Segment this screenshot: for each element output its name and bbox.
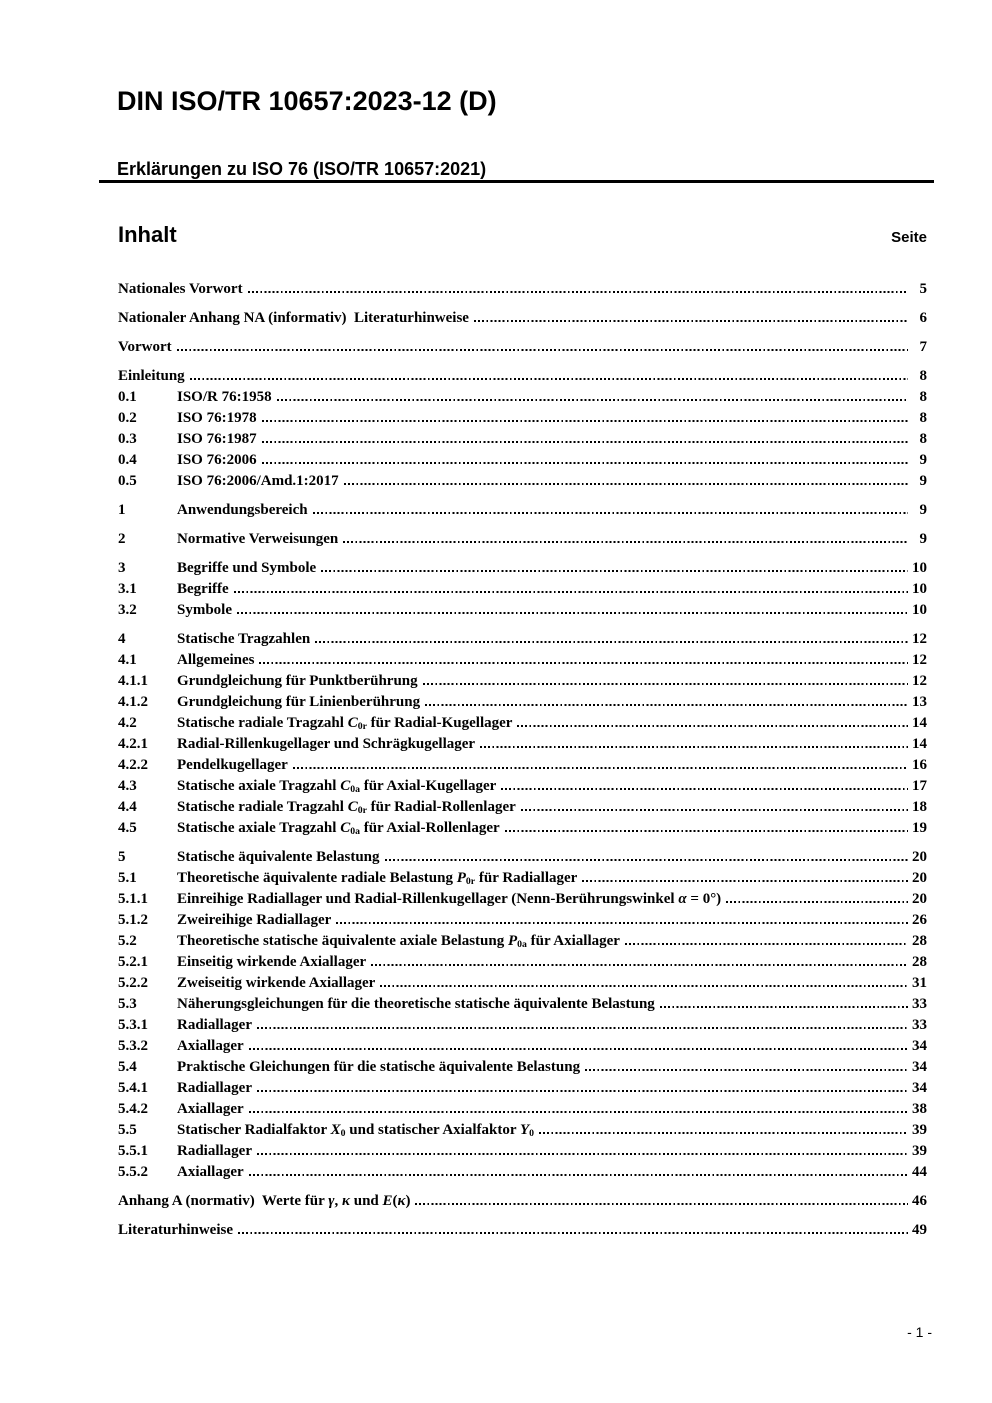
toc-entry-label: Grundgleichung für Linienberührung [177,694,421,710]
toc-entry-label: Pendelkugellager [177,757,288,773]
toc-entry-page: 39 [912,1122,927,1138]
toc-entry [118,797,927,818]
toc-entry-page: 10 [912,581,927,597]
toc-entry-page: 26 [912,912,927,928]
toc-entry-page: 20 [912,891,927,907]
toc-entry-number: 4.2 [118,715,137,731]
toc-dot-leader [415,1203,908,1205]
toc-dot-leader [177,349,908,351]
toc-entry-number: 0.2 [118,410,137,426]
toc-entry-number: 5.2 [118,933,137,949]
toc-entry-label: Statische radiale Tragzahl $C_{0r}$ für Radial-Rollenlager [177,799,516,816]
toc-entry-number: 4.1.2 [118,694,148,710]
toc-dot-leader [262,420,908,422]
toc-dot-leader [315,641,908,643]
toc-entry [118,755,927,776]
toc-entry-number: 3.1 [118,581,137,597]
toc-entry [118,1015,927,1036]
toc-entry-label: Radiallager [177,1080,252,1096]
toc-dot-leader [521,809,908,811]
toc-entry [118,973,927,994]
toc-dot-leader [234,591,908,593]
toc-entry [118,889,927,910]
toc-dot-leader [501,788,908,790]
toc-entry [118,847,927,868]
toc-entry-label: Radiallager [177,1143,252,1159]
toc-heading: Inhalt [118,222,177,247]
toc-dot-leader [474,320,908,322]
toc-entry [118,931,927,952]
toc-dot-leader [248,291,908,293]
toc-entry-number: 4.3 [118,778,137,794]
toc-entry-number: 3 [118,560,126,576]
toc-entry-page: 20 [912,870,927,886]
toc-entry-page: 33 [912,996,927,1012]
toc-entry-page: 8 [919,368,927,384]
toc-entry [118,1141,927,1162]
toc-entry-page: 33 [912,1017,927,1033]
toc-entry-number: 5.4.2 [118,1101,148,1117]
toc-dot-leader [257,1090,908,1092]
toc-dot-leader [262,462,908,464]
toc-entry-page: 16 [912,757,927,773]
toc-entry [118,994,927,1015]
toc-entry-number: 5.3.2 [118,1038,148,1054]
toc-entry-page: 19 [912,820,927,836]
toc-dot-leader [582,880,908,882]
toc-entry-number: 4.2.1 [118,736,148,752]
toc-entry-label: Anhang A (normativ) Werte für γ, κ und E(κ) [118,1193,411,1209]
toc-dot-leader [262,441,908,443]
toc-entry-label: Theoretische äquivalente radiale Belastung $P_{0r}$ für Radiallager [177,870,578,887]
toc-entry-page: 28 [912,933,927,949]
toc-dot-leader [423,683,908,685]
toc-entry-page: 14 [912,715,927,731]
toc-entry-label: Vorwort [118,339,172,355]
toc-entry [118,818,927,839]
toc-entry [118,600,927,621]
toc-entry-number: 4.5 [118,820,137,836]
toc-entry-label: Normative Verweisungen [177,531,339,547]
toc-entry-number: 5.1 [118,870,137,886]
toc-entry-label: Radial-Rillenkugellager und Schrägkugellager [177,736,476,752]
toc-entry [118,1162,927,1183]
toc-entry-label: Begriffe [177,581,229,597]
toc-entry-number: 5.5.1 [118,1143,148,1159]
toc-entry-number: 5.5 [118,1122,137,1138]
toc-entry-page: 34 [912,1059,927,1075]
toc-entry-page: 18 [912,799,927,815]
toc-entry [118,1191,927,1212]
toc-entry-label: Symbole [177,602,233,618]
toc-dot-leader [344,483,908,485]
toc-dot-leader [293,767,908,769]
toc-entry-number: 4.2.2 [118,757,148,773]
toc-entry [118,429,927,450]
toc-entry-label: Einseitig wirkende Axiallager [177,954,367,970]
toc-entry-page: 44 [912,1164,927,1180]
toc-entry [118,279,927,300]
subtitle-rule [99,180,934,183]
toc-entry [118,671,927,692]
toc-entry-number: 0.4 [118,452,137,468]
toc-entry [118,558,927,579]
toc-entry-number: 1 [118,502,126,518]
toc-entry-label: Literaturhinweise [118,1222,233,1238]
toc-entry-number: 0.5 [118,473,137,489]
toc-entry [118,471,927,492]
toc-list [118,279,927,1241]
toc-entry-number: 5.4.1 [118,1080,148,1096]
toc-dot-leader [313,512,908,514]
toc-entry-number: 4 [118,631,126,647]
toc-entry [118,337,927,358]
toc-entry-page: 12 [912,631,927,647]
toc-entry-label: Theoretische statische äquivalente axiale Belastung $P_{0a}$ für Axiallager [177,933,620,950]
toc-dot-leader [505,830,908,832]
toc-entry [118,1078,927,1099]
toc-dot-leader [726,901,908,903]
toc-entry-page: 17 [912,778,927,794]
toc-entry-label: Begriffe und Symbole [177,560,317,576]
toc-entry-page: 7 [919,339,927,355]
toc-entry [118,952,927,973]
toc-entry-number: 5.1.2 [118,912,148,928]
toc-entry-page: 6 [919,310,927,326]
toc-dot-leader [249,1111,908,1113]
toc-entry-label: Statische radiale Tragzahl $C_{0r}$ für Radial-Kugellager [177,715,513,732]
toc-entry-page: 39 [912,1143,927,1159]
toc-entry [118,868,927,889]
toc-entry-page: 9 [919,502,927,518]
toc-entry-label: ISO 76:2006/Amd.1:2017 [177,473,339,489]
toc-entry-page: 10 [912,560,927,576]
toc-entry [118,650,927,671]
toc-page-column-label: Seite [891,229,927,246]
toc-entry [118,1057,927,1078]
toc-entry [118,1120,927,1141]
toc-entry [118,734,927,755]
toc-entry-label: Einreihige Radiallager und Radial-Rillenkugellager (Nenn-Berührungswinkel α = 0°) [177,891,722,907]
toc-entry-number: 2 [118,531,126,547]
toc-entry-page: 46 [912,1193,927,1209]
toc-entry-label: Grundgleichung für Punktberührung [177,673,418,689]
toc-entry-label: ISO 76:2006 [177,452,257,468]
toc-entry [118,579,927,600]
toc-entry-label: Axiallager [177,1038,244,1054]
toc-entry-label: Zweireihige Radiallager [177,912,332,928]
toc-entry [118,366,927,387]
toc-dot-leader [585,1069,908,1071]
toc-entry-page: 14 [912,736,927,752]
toc-dot-leader [277,399,908,401]
toc-entry [118,1099,927,1120]
toc-entry-number: 5.1.1 [118,891,148,907]
toc-entry [118,1036,927,1057]
toc-dot-leader [238,1232,908,1234]
document-subtitle: Erklärungen zu ISO 76 (ISO/TR 10657:2021) [117,159,487,179]
toc-dot-leader [539,1132,908,1134]
toc-entry-page: 12 [912,673,927,689]
toc-entry-label: Nationales Vorwort [118,281,243,297]
toc-entry-page: 9 [919,473,927,489]
page-number-footer: - 1 - [907,1324,932,1340]
toc-dot-leader [336,922,908,924]
toc-dot-leader [425,704,908,706]
toc-entry-label: Statische Tragzahlen [177,631,311,647]
toc-entry-page: 10 [912,602,927,618]
toc-entry-number: 5.4 [118,1059,137,1075]
toc-entry-label: ISO/R 76:1958 [177,389,272,405]
toc-entry-label: Allgemeines [177,652,255,668]
toc-entry-number: 5.2.1 [118,954,148,970]
toc-entry [118,387,927,408]
toc-entry-number: 0.1 [118,389,137,405]
toc-entry-page: 5 [919,281,927,297]
toc-entry-label: Statischer Radialfaktor $X_0$ und statischer Axialfaktor $Y_0$ [177,1122,535,1139]
toc-dot-leader [190,378,908,380]
toc-entry-label: Näherungsgleichungen für die theoretische statische äquivalente Belastung [177,996,655,1012]
toc-dot-leader [249,1174,908,1176]
toc-entry-page: 31 [912,975,927,991]
toc-entry-page: 38 [912,1101,927,1117]
toc-entry-page: 34 [912,1080,927,1096]
toc-entry-page: 9 [919,531,927,547]
toc-entry-number: 0.3 [118,431,137,447]
toc-entry-page: 28 [912,954,927,970]
toc-entry-page: 12 [912,652,927,668]
toc-entry-number: 4.4 [118,799,137,815]
toc-entry-label: Praktische Gleichungen für die statische äquivalente Belastung [177,1059,581,1075]
toc-entry [118,308,927,329]
toc-entry-page: 8 [919,431,927,447]
toc-entry-page: 8 [919,389,927,405]
toc-entry [118,529,927,550]
toc-dot-leader [371,964,908,966]
toc-entry [118,713,927,734]
toc-dot-leader [517,725,908,727]
toc-entry-label: Axiallager [177,1101,244,1117]
toc-entry-number: 3.2 [118,602,137,618]
toc-dot-leader [257,1153,908,1155]
toc-entry-label: Axiallager [177,1164,244,1180]
toc-entry-page: 9 [919,452,927,468]
toc-dot-leader [380,985,908,987]
toc-dot-leader [249,1048,908,1050]
toc-entry [118,1220,927,1241]
toc-entry-number: 5.3 [118,996,137,1012]
toc-header [118,222,927,248]
toc-dot-leader [237,612,908,614]
toc-dot-leader [480,746,908,748]
toc-dot-leader [660,1006,908,1008]
toc-entry-page: 20 [912,849,927,865]
toc-dot-leader [343,541,908,543]
toc-entry-number: 4.1 [118,652,137,668]
toc-entry-page: 34 [912,1038,927,1054]
toc-entry [118,776,927,797]
toc-entry-label: Statische äquivalente Belastung [177,849,380,865]
toc-dot-leader [625,943,908,945]
toc-entry-label: Zweiseitig wirkende Axiallager [177,975,376,991]
toc-entry-page: 49 [912,1222,927,1238]
toc-entry-label: Statische axiale Tragzahl $C_{0a}$ für Axial-Rollenlager [177,820,500,837]
toc-entry-label: Radiallager [177,1017,252,1033]
toc-entry [118,629,927,650]
toc-entry [118,910,927,931]
toc-entry-number: 4.1.1 [118,673,148,689]
toc-dot-leader [257,1027,908,1029]
toc-entry-label: ISO 76:1978 [177,410,257,426]
document-title: DIN ISO/TR 10657:2023-12 (D) [117,86,497,116]
toc-entry-number: 5 [118,849,126,865]
toc-dot-leader [259,662,908,664]
toc-entry [118,450,927,471]
toc-entry-number: 5.2.2 [118,975,148,991]
toc-entry [118,692,927,713]
toc-dot-leader [321,570,908,572]
toc-entry [118,500,927,521]
toc-entry-page: 8 [919,410,927,426]
toc-entry-number: 5.5.2 [118,1164,148,1180]
toc-entry [118,408,927,429]
toc-entry-label: Einleitung [118,368,185,384]
toc-dot-leader [385,859,908,861]
toc-entry-number: 5.3.1 [118,1017,148,1033]
toc-entry-label: Nationaler Anhang NA (informativ) Literaturhinweise [118,310,469,326]
toc-entry-label: Statische axiale Tragzahl $C_{0a}$ für Axial-Kugellager [177,778,497,795]
toc-entry-page: 13 [912,694,927,710]
toc-entry-label: Anwendungsbereich [177,502,308,518]
toc-entry-label: ISO 76:1987 [177,431,257,447]
